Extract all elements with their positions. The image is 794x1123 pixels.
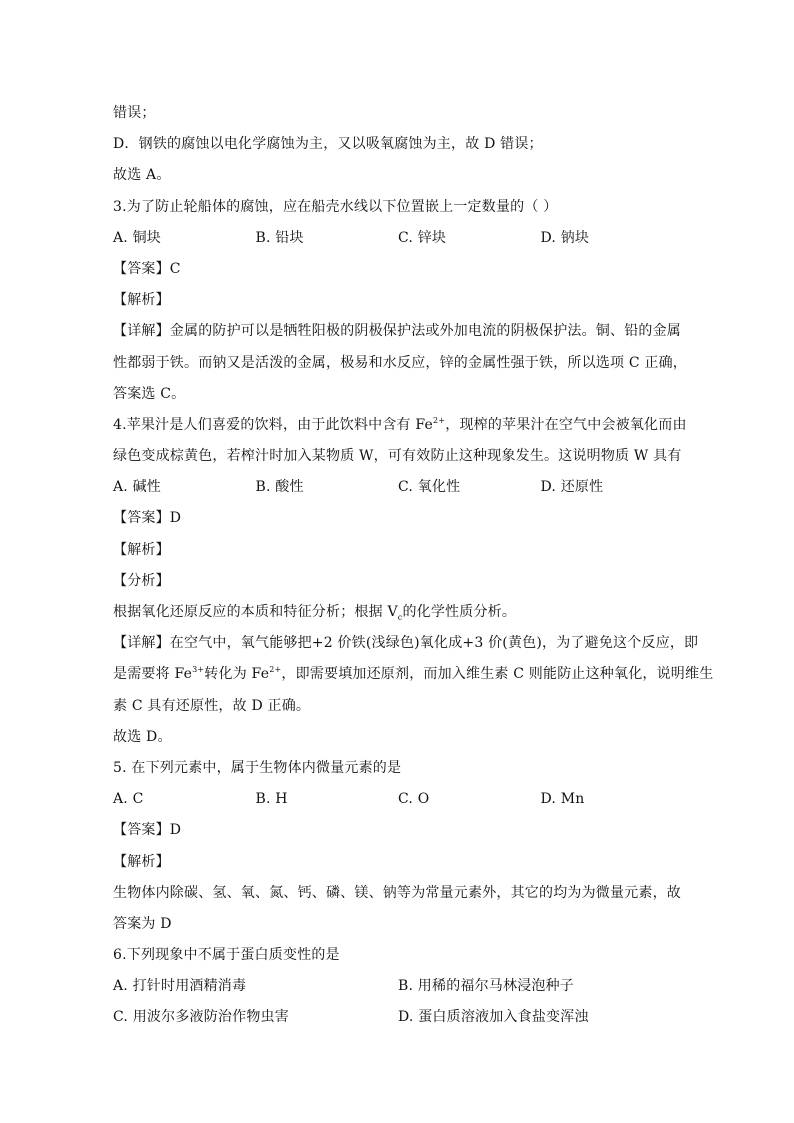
question-5-options [113,784,683,815]
option-b: B. 用稀的福尔马林浸泡种子 [398,978,574,995]
option-a: A. 打针时用酒精消毒 [113,978,247,995]
detail-c: ，即需要填加还原剂，而加入维生素 C 则能防止这种氧化，说明维生 [281,666,714,683]
detail-text [113,659,714,690]
analysis-label: 【解析】 [113,292,170,309]
analysis-text: 生物体内除碳、氢、氧、氮、钙、磷、镁、钠等为常量元素外，其它的均为为微量元素，故 [113,884,681,901]
answer-label: 【答案】D [113,822,182,839]
fenxi-text-b: 的化学性质分析。 [402,604,517,620]
detail-b: 转化为 Fe [204,666,270,683]
fenxi-text-a: 根据氧化还原反应的本质和特征分析；根据 V [113,604,398,620]
question-5: 5. 在下列元素中，属于生物体内微量元素的是 [113,759,402,776]
answer-label: 【答案】D [113,510,182,527]
option-b: B. H [255,791,288,808]
question-4 [113,410,687,441]
analysis-label: 【解析】 [113,541,170,558]
question-4-cont: 绿色变成棕黄色，若榨汁时加入某物质 W，可有效防止这种现象发生。这说明物质 W 具有 [113,448,682,465]
superscript: 2+ [269,665,282,675]
option-c: C. 用波尔多液防治作物虫害 [113,1009,289,1026]
answer-label: 【答案】C [113,260,181,277]
option-a: A. 铜块 [113,229,162,246]
option-a: A. C [113,791,144,808]
detail-text: 性都弱于铁。而钠又是活泼的金属，极易和水反应，锌的金属性强于铁，所以选项 C 正确， [113,354,688,371]
q4-text-b: ，现榨的苹果汁在空气中会被氧化而由 [445,416,687,433]
fenxi-label: 【分析】 [113,572,170,589]
option-d: D. 钠块 [540,229,590,246]
question-4-options [113,472,683,503]
text-line: D．钢铁的腐蚀以电化学腐蚀为主，又以吸氧腐蚀为主，故 D 错误； [113,136,543,153]
option-b: B. 酸性 [255,479,304,496]
question-3-options [113,223,683,254]
detail-text: 答案选 C。 [113,385,186,402]
document-page [113,98,714,1034]
detail-text: 素 C 具有还原性，故 D 正确。 [113,697,311,714]
option-c: C. 氧化性 [398,479,461,496]
question-6-options-row1 [113,971,683,1002]
detail-text: 【详解】在空气中，氧气能够把+2 价铁(浅绿色)氧化成+3 价(黄色)，为了避免这个反应，即 [113,635,699,652]
option-c: C. 锌块 [398,229,447,246]
analysis-text: 答案为 D [113,915,172,932]
conclusion-text: 故选 D。 [113,728,172,745]
option-c: C. O [398,791,430,808]
fenxi-text [113,597,683,628]
subscript: c [397,612,403,622]
superscript: 3+ [192,665,205,675]
option-d: D. 蛋白质溶液加入食盐变浑浊 [398,1009,589,1026]
analysis-label: 【解析】 [113,853,170,870]
question-6-options-row2 [113,1002,683,1033]
superscript: 2+ [433,415,446,425]
question-3: 3.为了防止轮船体的腐蚀，应在船壳水线以下位置嵌上一定数量的（ ） [113,198,558,215]
option-d: D. Mn [540,791,585,808]
text-line: 故选 A。 [113,167,171,184]
option-a: A. 碱性 [113,479,162,496]
option-d: D. 还原性 [540,479,604,496]
question-6: 6.下列现象中不属于蛋白质变性的是 [113,947,340,964]
detail-text: 【详解】金属的防护可以是牺牲阳极的阴极保护法或外加电流的阴极保护法。铜、铅的金属 [113,323,681,340]
option-b: B. 铅块 [255,229,304,246]
text-line: 错误； [113,105,156,121]
q4-text-a: 4.苹果汁是人们喜爱的饮料，由于此饮料中含有 Fe [113,416,434,433]
detail-a: 是需要将 Fe [113,666,193,683]
